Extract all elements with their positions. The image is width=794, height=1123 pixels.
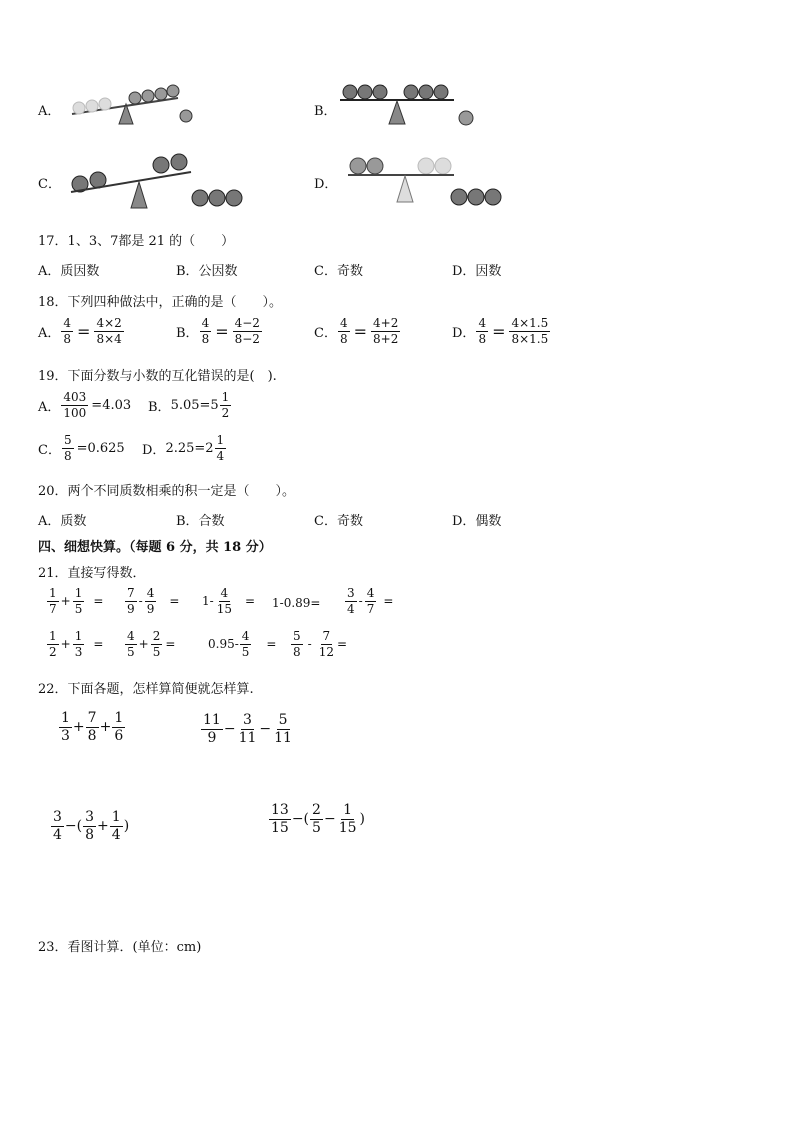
- q18-option-d[interactable]: D． $\frac{4}{8}$ = $\frac{4\times 1.5}{8\times 1.5}$: [452, 316, 549, 346]
- q19-option-c-fraction: $\frac{5}{8}$: [63, 433, 72, 463]
- q18-option-b-left-fraction: $\frac{4}{8}$: [201, 316, 210, 346]
- q23-stem: 23．看图计算．(单位：cm): [38, 940, 202, 955]
- q18-option-d-left-fraction: $\frac{4}{8}$: [478, 316, 487, 346]
- q19-option-a-decimal: =4.03: [91, 397, 132, 413]
- q17-stem: 17．1、3、7都是 21 的（ ）: [38, 234, 235, 249]
- q18-option-c-label: C．: [314, 325, 337, 341]
- q21-expression-7: $\frac{4}{5}$ + $\frac{2}{5}$ =: [127, 629, 176, 659]
- q21-expression-5: $\frac{3}{4}$ - $\frac{4}{7}$ =: [347, 586, 394, 616]
- q21-stem: 21．直接写得数．: [38, 566, 146, 581]
- q19-option-d-fraction: $\frac{1}{4}$: [216, 433, 225, 463]
- q19-option-b-fraction: $\frac{1}{2}$: [221, 390, 230, 420]
- q19-option-c-label: C．: [38, 442, 61, 458]
- q16-option-d-label[interactable]: D．: [314, 177, 338, 192]
- section-4-title: 四、细想快算。（每题 6 分，共 18 分）: [38, 540, 272, 555]
- q16-option-c-balance-figure: [66, 150, 248, 212]
- q17-option-d[interactable]: D．因数: [452, 264, 502, 279]
- q21-expression-8: 0.95- $\frac{4}{5}$ =: [208, 629, 277, 659]
- q21-expression-3: 1- $\frac{4}{15}$ =: [202, 586, 256, 616]
- q20-option-a[interactable]: A．质数: [38, 514, 87, 529]
- q18-option-a-right-fraction: $\frac{4\times 2}{8\times 4}$: [96, 316, 122, 346]
- q22-problem-1: $\frac{1}{3}$ + $\frac{7}{8}$ + $\frac{1}{6}$: [61, 710, 124, 744]
- q18-option-c[interactable]: C． $\frac{4}{8}$ = $\frac{4+2}{8+2}$: [314, 316, 399, 346]
- q19-option-d[interactable]: [142, 434, 227, 462]
- q16-option-a-label[interactable]: A．: [38, 104, 61, 119]
- q18-option-a-left-fraction: $\frac{4}{8}$: [63, 316, 72, 346]
- q21-expression-4: 1-0.89=: [272, 596, 321, 610]
- q19-option-c-decimal: =0.625: [76, 440, 125, 456]
- q19-option-b-decimal: 5.05=5: [170, 397, 219, 413]
- q17-option-a[interactable]: A．质因数: [38, 264, 100, 279]
- q19-option-d-label: D．: [142, 442, 166, 458]
- q20-option-c[interactable]: C．奇数: [314, 514, 363, 529]
- q21-expression-9: $\frac{5}{8}$ - $\frac{7}{12}$ =: [293, 629, 348, 659]
- q21-expression-6: $\frac{1}{2}$ + $\frac{1}{3}$ =: [49, 629, 104, 659]
- q18-option-b-label: B．: [176, 325, 199, 341]
- q18-option-c-right-fraction: $\frac{4+2}{8+2}$: [373, 316, 399, 346]
- q17-option-b[interactable]: B．公因数: [176, 264, 238, 279]
- q18-option-c-left-fraction: $\frac{4}{8}$: [339, 316, 348, 346]
- q20-option-d[interactable]: D．偶数: [452, 514, 502, 529]
- q18-option-a-label: A．: [38, 325, 61, 341]
- q18-option-b[interactable]: B． $\frac{4}{8}$ = $\frac{4-2}{8-2}$: [176, 316, 260, 346]
- q16-option-b-label[interactable]: B．: [314, 104, 337, 119]
- q21-expression-1: $\frac{1}{7}$ + $\frac{1}{5}$ =: [49, 586, 104, 616]
- q18-option-a[interactable]: A． $\frac{4}{8}$ = $\frac{4\times 2}{8\times 4}$: [38, 316, 122, 346]
- q16-option-b-balance-figure: [338, 80, 480, 130]
- q18-stem: 18．下列四种做法中，正确的是（ ）。: [38, 295, 283, 310]
- q17-option-c[interactable]: C．奇数: [314, 264, 363, 279]
- q16-option-d-balance-figure: [344, 152, 504, 210]
- q22-problem-3: $\frac{3}{4}$ −( $\frac{3}{8}$ + $\frac{1}{4}$ ): [53, 809, 130, 843]
- q19-option-d-decimal: 2.25=2: [165, 440, 214, 456]
- q22-stem: 22．下面各题，怎样算简便就怎样算.: [38, 682, 254, 697]
- q16-option-c-label[interactable]: C．: [38, 177, 61, 192]
- q19-option-b[interactable]: [148, 391, 232, 419]
- q22-problem-2: $\frac{11}{9}$ − $\frac{3}{11}$ − $\frac{5}{11}$: [203, 712, 292, 746]
- q19-option-a[interactable]: [38, 391, 131, 419]
- q18-option-d-label: D．: [452, 325, 476, 341]
- q21-expression-2: $\frac{7}{9}$ - $\frac{4}{9}$ =: [127, 586, 180, 616]
- q16-option-a-balance-figure: [66, 78, 196, 130]
- q19-stem: 19．下面分数与小数的互化错误的是( ).: [38, 369, 277, 384]
- q18-option-d-right-fraction: $\frac{4\times 1.5}{8\times 1.5}$: [511, 316, 549, 346]
- q18-option-b-right-fraction: $\frac{4-2}{8-2}$: [234, 316, 260, 346]
- q19-option-b-label: B．: [148, 399, 171, 415]
- q20-option-b[interactable]: B．合数: [176, 514, 225, 529]
- q19-option-a-label: A．: [38, 399, 61, 415]
- q20-stem: 20．两个不同质数相乘的积一定是（ ）。: [38, 484, 296, 499]
- q19-option-c[interactable]: [38, 434, 125, 462]
- q19-option-a-fraction: $\frac{403}{100}$: [63, 390, 87, 420]
- q22-problem-4: $\frac{13}{15}$ −( $\frac{2}{5}$ − $\frac{1}{15}$ ): [271, 802, 365, 836]
